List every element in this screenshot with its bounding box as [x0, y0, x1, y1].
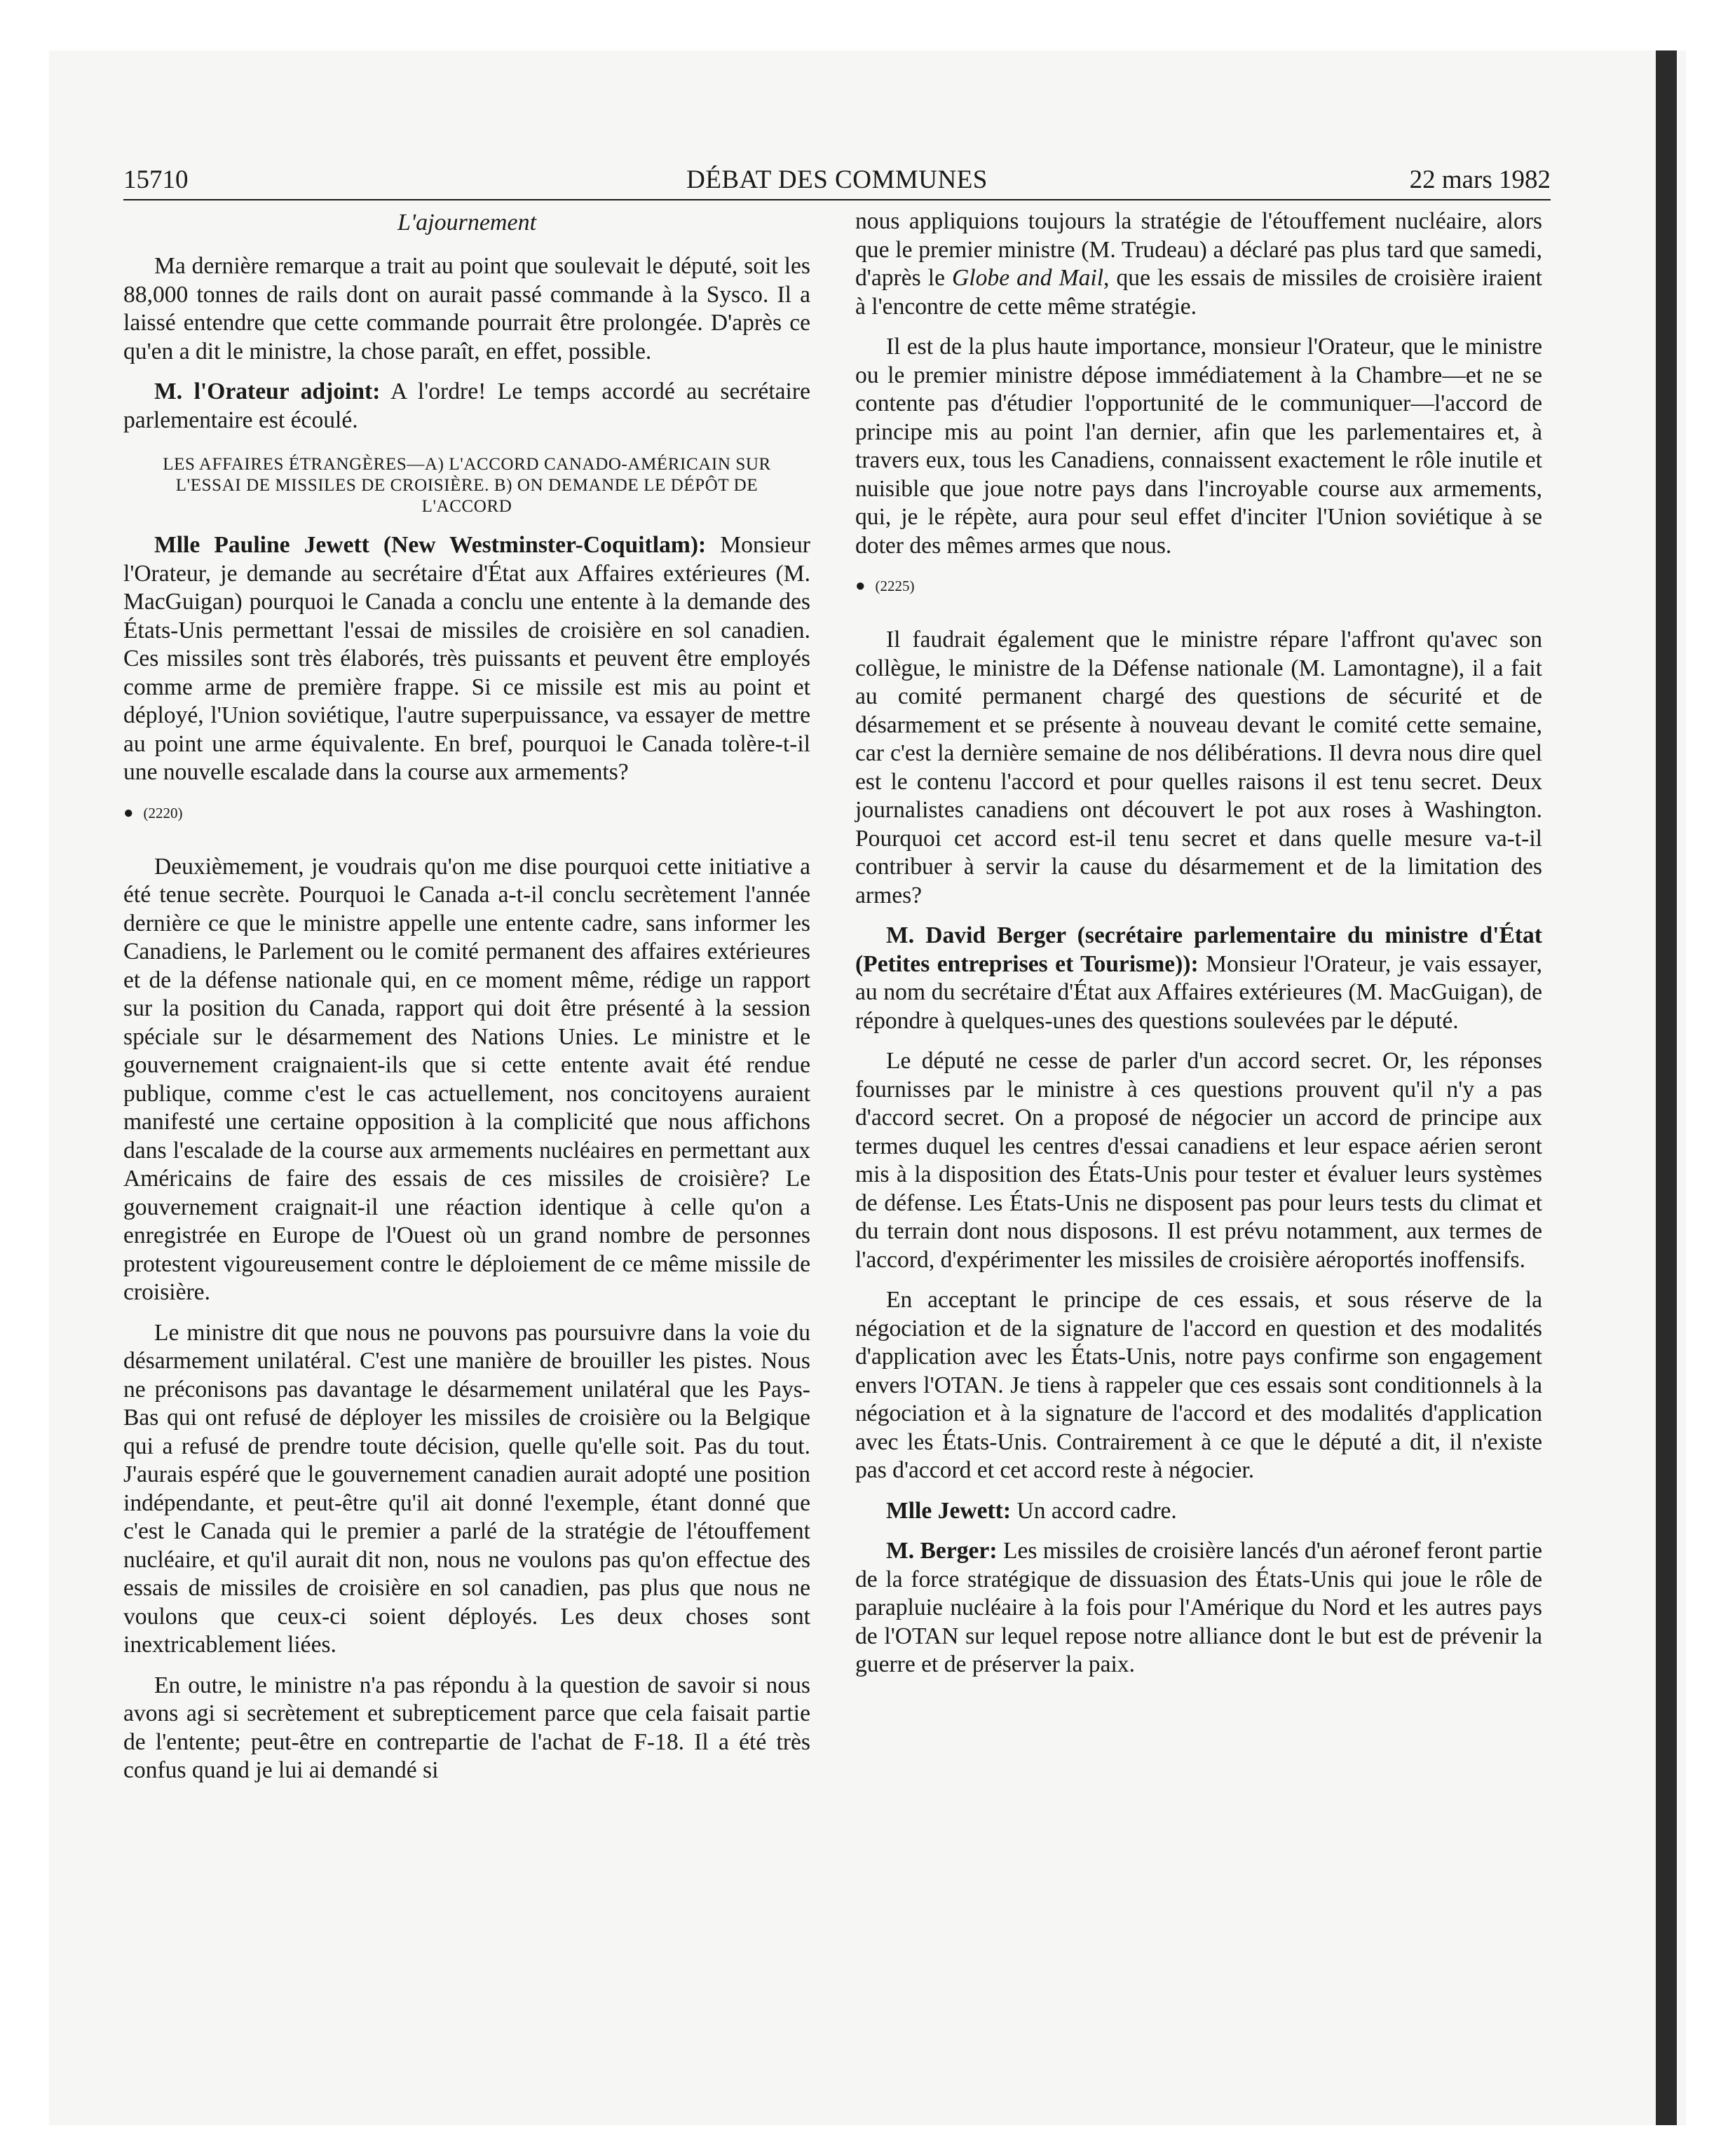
paragraph	[855, 1537, 1542, 1679]
paragraph: En outre, le ministre n'a pas répondu à la question de savoir si nous avons agi si secrètement et subrepticement parce que cela faisait partie de l'entente; peut-être en contrepartie de l'achat de F-18. Il a été très confus quand je lui ai demandé si	[123, 1672, 810, 1783]
speech-text: Les missiles de croisière lancés d'un aéronef feront partie de la force stratégique de dissuasion des États-Unis qui joue le rôle de parapluie nucléaire à la fois pour l'Amérique du Nord et les autres pays de l'OTAN sur lequel repose notre alliance dont le but est de prévenir la guerre et de préserver la paix.	[855, 1538, 1542, 1677]
paragraph	[855, 207, 1542, 321]
paragraph: Ma dernière remarque a trait au point que soulevait le député, soit les 88,000 tonnes de rails dont on aurait passé commande à la Sysco. Il a laissé entendre que cette commande pourrait être prolongée. D'après ce qu'en a dit le ministre, la chose paraît, en effet, possible.	[123, 253, 810, 364]
speech-text: Monsieur l'Orateur, je vais essayer, au nom du secrétaire d'État aux Affaires extérieures (M. MacGuigan), de répondre à quelques-unes des questions soulevées par le député.	[855, 950, 1542, 1034]
page-date: 22 mars 1982	[1409, 165, 1551, 194]
time-marker	[123, 803, 810, 824]
paragraph: Il faudrait également que le ministre répare l'affront qu'avec son collègue, le ministre de la Défense nationale (M. Lamontagne), il a fait au comité permanent chargé des questions de sécurité et de désarmement et se présente à nouveau devant le comité cette semaine, car c'est la dernière semaine de nos délibérations. Il devra nous dire quel est le contenu l'accord et pour quelles raisons il est tenu secret. Deux journalistes canadiens ont découvert le pot aux roses à Washington. Pourquoi cet accord est-il tenu secret et dans quelle mesure va-t-il contribuer à servir la cause du désarmement et de la limitation des armes?	[855, 627, 1542, 908]
speech-text: nous appliquions toujours la stratégie de l'étouffement nucléaire, alors que le premier ministre (M. Trudeau) a déclaré pas plus tard que samedi, d'après le	[855, 208, 1542, 291]
paragraph: Le ministre dit que nous ne pouvons pas poursuivre dans la voie du désarmement unilatéral. C'est une manière de brouiller les pistes. Nous ne préconisons pas davantage le désarmement unilatéral que les Pays-Bas qui ont refusé de déployer les missiles de croisière ou la Belgique qui a refusé de prendre toute décision, quelle qu'elle soit. Pas du tout. J'aurais espéré que le gouvernement canadien aurait adopté une position indépendante, et peut-être qu'il ait donné l'exemple, étant donné que c'est le Canada qui le premier a parlé de la stratégie de l'étouffement nucléaire, et qu'il aurait dit non, nous ne voulons pas qu'on effectue des essais de missiles de croisière en sol canadien, pas plus que nous ne voulons que ceux-ci soient déployés. Les deux choses sont inextricablement liées.	[123, 1319, 810, 1658]
paragraph	[123, 378, 810, 435]
speaker-name: M. David Berger (secrétaire parlementaire du ministre d'État (Petites entreprises et Tourisme)):	[855, 922, 1542, 977]
speech-text: Un accord cadre.	[1011, 1497, 1177, 1524]
time-marker-label: (2220)	[143, 804, 183, 821]
topic-rubric: LES AFFAIRES ÉTRANGÈRES—A) L'ACCORD CANADO-AMÉRICAIN SUR L'ESSAI DE MISSILES DE CROISIÈRE. B) ON DEMANDE LE DÉPÔT DE L'ACCORD	[163, 455, 771, 516]
left-column	[123, 207, 810, 1797]
journal-title: DÉBAT DES COMMUNES	[686, 165, 988, 194]
speaker-name: Mlle Jewett:	[886, 1497, 1012, 1524]
paragraph: Deuxièmement, je voudrais qu'on me dise pourquoi cette initiative a été tenue secrète. Pourquoi le Canada a-t-il conclu secrètement l'année dernière ce que le ministre appelle une entente cadre, sans informer les Canadiens, le Parlement ou le comité permanent des affaires extérieures et de la défense nationale qui, en ce moment même, rédige un rapport sur la position du Canada, rapport qui doit être présenté à la session spéciale sur le désarmement des Nations Unies. Le ministre et le gouvernement craignaient-ils que si cette entente avait été rendue publique, comme c'est le cas actuellement, nos concitoyens auraient manifesté une certaine opposition à la complicité que nous affichons dans l'escalade de la course aux armements nucléaires en permettant aux Américains de faire des essais de ces missiles de croisière? Le gouvernement craignait-il une réaction identique à celle qu'on a enregistrée en Europe de l'Ouest où un grand nombre de personnes protestent vigoureusement contre le déploiement de ce même missile de croisière.	[123, 853, 810, 1305]
paragraph: En acceptant le principe de ces essais, et sous réserve de la négociation et de la signature de l'accord en question et des modalités d'application avec les États-Unis, notre pays confirme son engagement envers l'OTAN. Je tiens à rappeler que ces essais sont conditionnels à la négociation et à la signature de l'accord et des modalités d'application avec les États-Unis. Contrairement à ce que le député a dit, il n'existe pas d'accord et cet accord reste à négocier.	[855, 1287, 1542, 1483]
header-rule	[123, 199, 1551, 200]
time-marker	[855, 575, 1542, 596]
bullet-icon: ●	[855, 577, 866, 595]
section-title: L'ajournement	[397, 210, 537, 236]
paragraph: Le député ne cesse de parler d'un accord secret. Or, les réponses fournisses par le ministre à ces questions prouvent qu'il n'y a pas d'accord secret. On a proposé de négocier un accord de principe aux termes duquel les centres d'essai canadiens et leur espace aérien seront mis à la disposition des États-Unis pour tester et évaluer leurs systèmes de défense. Les États-Unis ne disposent pas pour leurs tests du climat et du terrain dont nous disposons. Il est prévu notamment, aux termes de l'accord, d'expérimenter les missiles de croisière aéroportés inoffensifs.	[855, 1048, 1542, 1273]
time-marker-label: (2225)	[875, 578, 915, 594]
paragraph: Il est de la plus haute importance, monsieur l'Orateur, que le ministre ou le premier ministre dépose immédiatement à la Chambre—et ne se contente pas d'étudier l'opportunité de le communiquer—l'accord de principe mis au point l'an dernier, afin que les parlementaires et, à travers eux, tous les Canadiens, connaissent exactement le rôle inutile et nuisible que joue notre pays dans l'incroyable course aux armements, qui, je le répète, aura pour seul effet d'inciter l'Union soviétique à se doter des mêmes armes que nous.	[855, 334, 1542, 559]
speaker-name: M. Berger:	[886, 1538, 998, 1564]
paragraph	[123, 531, 810, 787]
speaker-name: M. l'Orateur adjoint:	[154, 378, 381, 404]
bullet-icon: ●	[123, 803, 134, 822]
right-column	[855, 207, 1542, 1691]
speech-text: , que les essais de missiles de croisière iraient à l'encontre de cette même stratégie.	[855, 265, 1542, 320]
speech-text: Monsieur l'Orateur, je demande au secrétaire d'État aux Affaires extérieures (M. MacGuigan) pourquoi le Canada a conclu une entente à la demande des États-Unis permettant l'essai de missiles de croisière en sol canadien. Ces missiles sont très élaborés, très puissants et peuvent être employés comme arme de première frappe. Si ce missile est mis au point et déployé, l'Union soviétique, l'autre superpuissance, va essayer de mettre au point une arme équivalente. En bref, pourquoi le Canada tolère-t-il une nouvelle escalade dans la course aux armements?	[123, 532, 810, 785]
speech-text: A l'ordre! Le temps accordé au secrétaire parlementaire est écoulé.	[123, 378, 810, 433]
speaker-name: Mlle Pauline Jewett (New Westminster-Coquitlam):	[154, 532, 707, 558]
page-header	[123, 163, 1551, 198]
scan-edge-bar	[1656, 50, 1677, 2125]
paragraph	[855, 922, 1542, 1035]
paragraph	[855, 1497, 1542, 1526]
page-number: 15710	[123, 165, 189, 194]
newspaper-title: Globe and Mail	[952, 265, 1104, 291]
